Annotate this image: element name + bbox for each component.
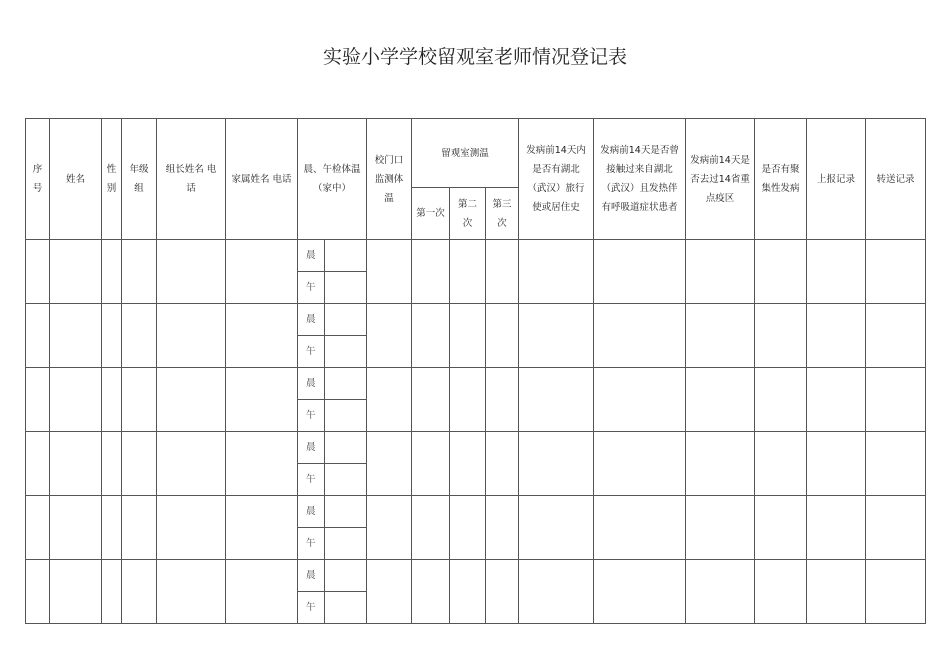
cell-grade[interactable]	[122, 496, 157, 560]
table-row	[26, 368, 926, 400]
cell-report[interactable]	[807, 496, 866, 560]
cell-grade[interactable]	[122, 432, 157, 496]
slot-label-morning: 晨	[298, 368, 325, 400]
cell-obs-third[interactable]	[486, 304, 519, 368]
cell-noon-temp[interactable]	[325, 336, 367, 368]
cell-gate-temp[interactable]	[367, 560, 412, 624]
cell-obs-third[interactable]	[486, 368, 519, 432]
cell-morning-temp[interactable]	[325, 496, 367, 528]
cell-cluster[interactable]	[755, 240, 807, 304]
slot-label-noon: 午	[298, 592, 325, 624]
cell-name[interactable]	[50, 240, 102, 304]
cell-obs-second[interactable]	[450, 368, 486, 432]
page-title: 实验小学学校留观室老师情况登记表	[322, 46, 627, 68]
table-row	[26, 496, 926, 528]
cell-noon-temp[interactable]	[325, 400, 367, 432]
slot-label-morning: 晨	[298, 432, 325, 464]
cell-gender[interactable]	[102, 496, 122, 560]
slot-label-noon: 午	[298, 336, 325, 368]
cell-noon-temp[interactable]	[325, 528, 367, 560]
cell-gate-temp[interactable]	[367, 304, 412, 368]
cell-hubei-contact[interactable]	[594, 240, 686, 304]
cell-key-area[interactable]	[686, 496, 755, 560]
header-transfer: 转送记录	[866, 119, 926, 240]
cell-noon-temp[interactable]	[325, 272, 367, 304]
cell-report[interactable]	[807, 432, 866, 496]
header-family: 家属姓名 电话	[226, 119, 298, 240]
cell-obs-second[interactable]	[450, 560, 486, 624]
cell-hubei-travel[interactable]	[519, 240, 594, 304]
cell-grade[interactable]	[122, 304, 157, 368]
cell-obs-first[interactable]	[412, 368, 450, 432]
header-name: 姓名	[50, 119, 102, 240]
cell-family[interactable]	[226, 432, 298, 496]
slot-label-noon: 午	[298, 464, 325, 496]
cell-obs-first[interactable]	[412, 240, 450, 304]
cell-cluster[interactable]	[755, 368, 807, 432]
header-grade: 年级组	[122, 119, 157, 240]
header-seq: 序号	[26, 119, 50, 240]
cell-cluster[interactable]	[755, 304, 807, 368]
cell-report[interactable]	[807, 304, 866, 368]
cell-obs-second[interactable]	[450, 496, 486, 560]
cell-name[interactable]	[50, 368, 102, 432]
cell-hubei-travel[interactable]	[519, 368, 594, 432]
cell-family[interactable]	[226, 560, 298, 624]
cell-obs-third[interactable]	[486, 560, 519, 624]
cell-morning-temp[interactable]	[325, 240, 367, 272]
cell-obs-second[interactable]	[450, 432, 486, 496]
cell-obs-third[interactable]	[486, 240, 519, 304]
cell-cluster[interactable]	[755, 496, 807, 560]
cell-seq[interactable]	[26, 240, 50, 304]
cell-morning-temp[interactable]	[325, 304, 367, 336]
cell-transfer[interactable]	[866, 496, 926, 560]
cell-hubei-travel[interactable]	[519, 304, 594, 368]
cell-transfer[interactable]	[866, 304, 926, 368]
cell-obs-first[interactable]	[412, 432, 450, 496]
cell-family[interactable]	[226, 304, 298, 368]
cell-hubei-contact[interactable]	[594, 560, 686, 624]
cell-hubei-travel[interactable]	[519, 432, 594, 496]
header-obs-first: 第一次	[412, 188, 450, 240]
slot-label-morning: 晨	[298, 240, 325, 272]
cell-transfer[interactable]	[866, 432, 926, 496]
table-row	[26, 560, 926, 592]
cell-hubei-travel[interactable]	[519, 560, 594, 624]
cell-hubei-travel[interactable]	[519, 496, 594, 560]
slot-label-morning: 晨	[298, 304, 325, 336]
cell-seq[interactable]	[26, 560, 50, 624]
header-morning-noon-temp: 晨、午检体温（家中）	[298, 119, 367, 240]
slot-label-noon: 午	[298, 400, 325, 432]
header-report: 上报记录	[807, 119, 866, 240]
cell-family[interactable]	[226, 496, 298, 560]
cell-obs-third[interactable]	[486, 432, 519, 496]
header-hubei-contact: 发病前14天是否曾接触过来自湖北（武汉）且发热伴有呼吸道症状患者	[594, 119, 686, 240]
header-cluster: 是否有聚集性发病	[755, 119, 807, 240]
cell-gender[interactable]	[102, 368, 122, 432]
cell-obs-third[interactable]	[486, 496, 519, 560]
cell-obs-second[interactable]	[450, 240, 486, 304]
registration-table	[25, 118, 926, 624]
cell-morning-temp[interactable]	[325, 368, 367, 400]
cell-noon-temp[interactable]	[325, 464, 367, 496]
slot-label-noon: 午	[298, 528, 325, 560]
cell-leader[interactable]	[157, 304, 226, 368]
cell-hubei-contact[interactable]	[594, 432, 686, 496]
cell-family[interactable]	[226, 368, 298, 432]
cell-hubei-contact[interactable]	[594, 368, 686, 432]
cell-seq[interactable]	[26, 368, 50, 432]
table-row	[26, 240, 926, 272]
cell-report[interactable]	[807, 368, 866, 432]
header-hubei-travel: 发病前14天内是否有湖北（武汉）旅行使或居住史	[519, 119, 594, 240]
cell-cluster[interactable]	[755, 560, 807, 624]
cell-gender[interactable]	[102, 240, 122, 304]
cell-seq[interactable]	[26, 304, 50, 368]
cell-transfer[interactable]	[866, 560, 926, 624]
table-row	[26, 432, 926, 464]
header-key-area: 发病前14天是否去过14省重点疫区	[686, 119, 755, 240]
cell-name[interactable]	[50, 496, 102, 560]
header-leader: 组长姓名 电话	[157, 119, 226, 240]
cell-transfer[interactable]	[866, 368, 926, 432]
cell-name[interactable]	[50, 560, 102, 624]
cell-morning-temp[interactable]	[325, 560, 367, 592]
cell-leader[interactable]	[157, 368, 226, 432]
cell-grade[interactable]	[122, 368, 157, 432]
cell-name[interactable]	[50, 432, 102, 496]
slot-label-noon: 午	[298, 272, 325, 304]
cell-key-area[interactable]	[686, 240, 755, 304]
cell-key-area[interactable]	[686, 368, 755, 432]
table-row	[26, 304, 926, 336]
cell-grade[interactable]	[122, 560, 157, 624]
cell-family[interactable]	[226, 240, 298, 304]
cell-leader[interactable]	[157, 560, 226, 624]
cell-hubei-contact[interactable]	[594, 304, 686, 368]
header-obs-third: 第三次	[486, 188, 519, 240]
cell-gate-temp[interactable]	[367, 368, 412, 432]
cell-hubei-contact[interactable]	[594, 496, 686, 560]
cell-grade[interactable]	[122, 240, 157, 304]
cell-leader[interactable]	[157, 432, 226, 496]
cell-key-area[interactable]	[686, 304, 755, 368]
cell-seq[interactable]	[26, 432, 50, 496]
cell-gender[interactable]	[102, 304, 122, 368]
cell-seq[interactable]	[26, 496, 50, 560]
cell-report[interactable]	[807, 240, 866, 304]
cell-noon-temp[interactable]	[325, 592, 367, 624]
table-body	[26, 240, 926, 624]
cell-gate-temp[interactable]	[367, 240, 412, 304]
cell-key-area[interactable]	[686, 560, 755, 624]
cell-key-area[interactable]	[686, 432, 755, 496]
header-obs-second: 第二次	[450, 188, 486, 240]
cell-gate-temp[interactable]	[367, 432, 412, 496]
header-gender: 性别	[102, 119, 122, 240]
cell-obs-first[interactable]	[412, 304, 450, 368]
cell-gender[interactable]	[102, 560, 122, 624]
cell-transfer[interactable]	[866, 240, 926, 304]
cell-gender[interactable]	[102, 432, 122, 496]
cell-obs-second[interactable]	[450, 304, 486, 368]
cell-leader[interactable]	[157, 240, 226, 304]
cell-morning-temp[interactable]	[325, 432, 367, 464]
slot-label-morning: 晨	[298, 496, 325, 528]
cell-report[interactable]	[807, 560, 866, 624]
header-gate-temp: 校门口监测体温	[367, 119, 412, 240]
cell-leader[interactable]	[157, 496, 226, 560]
cell-obs-first[interactable]	[412, 560, 450, 624]
slot-label-morning: 晨	[298, 560, 325, 592]
header-obs-temp: 留观室测温	[412, 119, 519, 188]
cell-name[interactable]	[50, 304, 102, 368]
cell-gate-temp[interactable]	[367, 496, 412, 560]
cell-obs-first[interactable]	[412, 496, 450, 560]
cell-cluster[interactable]	[755, 432, 807, 496]
